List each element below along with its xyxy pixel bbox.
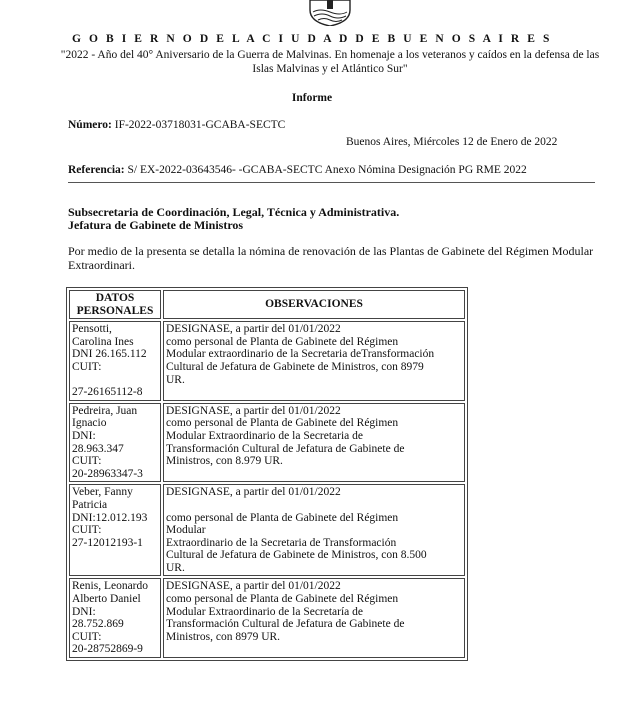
personal-data-cell: Pensotti, Carolina Ines DNI 26.165.112 CUIT: 27-26165112-8 [69, 321, 161, 401]
observaciones-cell: DESIGNASE, a partir del 01/01/2022 como personal de Planta de Gabinete del Régimen Modular Extraordinario de la Secretaria de Transformación Cultural de Jefatura de Gabinete de Ministros, con 8.979 UR. [163, 403, 465, 483]
number-label: Número: [68, 119, 112, 131]
body-heading [68, 206, 399, 232]
heading-line-2: Jefatura de Gabinete de Ministros [68, 218, 244, 232]
city-crest-icon [306, 0, 354, 26]
reference [68, 164, 527, 176]
table-row [69, 403, 465, 483]
table-header-row [69, 290, 465, 319]
nomina-table [66, 287, 468, 661]
observaciones-cell: DESIGNASE, a partir del 01/01/2022 como personal de Planta de Gabinete del Régimen Modular Extraordinario de la Secretaria de Transformación Cultural de Jefatura de Gabinete de Ministros, con 8.500 UR. [163, 484, 465, 576]
divider [68, 182, 595, 183]
heading-line-1: Subsecretaria de Coordinación, Legal, Técnica y Administrativa. [68, 205, 400, 219]
personal-data-cell: Pedreira, Juan Ignacio DNI: 28.963.347 CUIT: 20-28963347-3 [69, 403, 161, 483]
observaciones-cell: DESIGNASE, a partir del 01/01/2022 como personal de Planta de Gabinete del Régimen Modular Extraordinario de la Secretaría de Transformación Cultural de Jefatura de Gabinete de Ministros, con 8979 UR. [163, 578, 465, 658]
table-row [69, 484, 465, 576]
header-datos-personales: DATOS PERSONALES [69, 290, 161, 319]
document-number [68, 119, 285, 131]
document-type: Informe [291, 92, 333, 104]
observaciones-cell: DESIGNASE, a partir del 01/01/2022 como personal de Planta de Gabinete del Régimen Modular extraordinario de la Secretaria deTransformación Cultural de Jefatura de Gabinete de Ministros, con 8979 UR. [163, 321, 465, 401]
document-date: Buenos Aires, Miércoles 12 de Enero de 2022 [346, 136, 558, 148]
header-observaciones: OBSERVACIONES [163, 290, 465, 319]
intro-paragraph: Por medio de la presenta se detalla la nómina de renovación de las Plantas de Gabinete del Régimen Modular Extraordinari. [68, 244, 594, 272]
reference-label: Referencia: [68, 164, 125, 176]
table-row [69, 321, 465, 401]
government-title: G O B I E R N O D E L A C I U D A D D E B U E N O S A I R E S [71, 33, 553, 45]
reference-value: S/ EX-2022-03643546- -GCABA-SECTC Anexo Nómina Designación PG RME 2022 [124, 164, 527, 176]
year-motto: "2022 - Año del 40° Aniversario de la Guerra de Malvinas. En homenaje a los veteranos y caídos en la defensa de las Islas Malvinas y el Atlántico Sur" [60, 49, 600, 75]
table-row [69, 578, 465, 658]
number-value: IF-2022-03718031-GCABA-SECTC [111, 119, 286, 131]
personal-data-cell: Renis, Leonardo Alberto Daniel DNI: 28.752.869 CUIT: 20-28752869-9 [69, 578, 161, 658]
personal-data-cell: Veber, Fanny Patricia DNI:12.012.193 CUIT: 27-12012193-1 [69, 484, 161, 576]
